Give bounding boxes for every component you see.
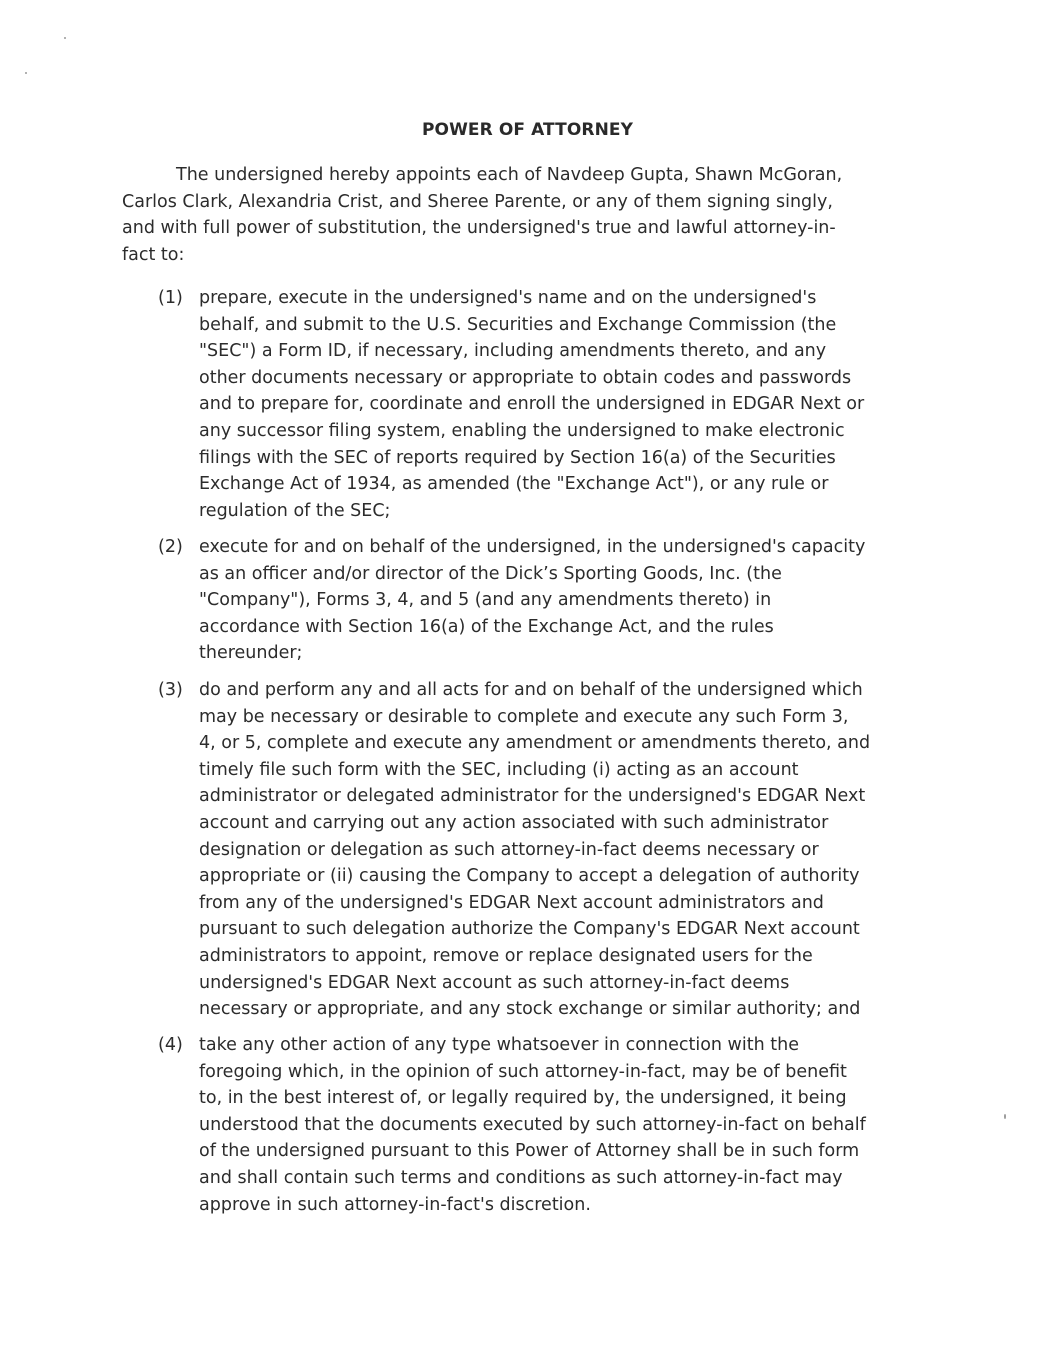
item-line: necessary or appropriate, and any stock exchange or similar authority; and <box>199 999 861 1020</box>
item-line: administrators to appoint, remove or replace designated users for the <box>199 945 813 966</box>
item-number: (1) <box>158 288 183 308</box>
item-line: filings with the SEC of reports required by Section 16(a) of the Securities <box>199 447 836 468</box>
item-line: designation or delegation as such attorney-in-fact deems necessary or <box>199 839 819 860</box>
item-line: prepare, execute in the undersigned's name and on the undersigned's <box>199 288 817 308</box>
intro-paragraph <box>122 162 922 268</box>
item-line: other documents necessary or appropriate to obtain codes and passwords <box>199 367 852 388</box>
item-line: behalf, and submit to the U.S. Securities and Exchange Commission (the <box>199 314 837 335</box>
item-line: understood that the documents executed by such attorney-in-fact on behalf <box>199 1114 866 1135</box>
scan-speck <box>25 72 27 74</box>
item-text <box>199 285 864 524</box>
item-number: (3) <box>158 680 183 700</box>
item-line: appropriate or (ii) causing the Company to accept a delegation of authority <box>199 866 860 887</box>
item-line: of the undersigned pursuant to this Power of Attorney shall be in such form <box>199 1141 860 1162</box>
document-title: POWER OF ATTORNEY <box>421 120 634 140</box>
item-line: foregoing which, in the opinion of such attorney-in-fact, may be of benefit <box>199 1061 847 1082</box>
item-line: may be necessary or desirable to complete and execute any such Form 3, <box>199 706 849 727</box>
item-line: thereunder; <box>199 643 303 664</box>
item-line: and to prepare for, coordinate and enroll the undersigned in EDGAR Next or <box>199 394 865 415</box>
item-line: Exchange Act of 1934, as amended (the "Exchange Act"), or any rule or <box>199 474 829 495</box>
item-number: (2) <box>158 537 183 557</box>
item-number: (4) <box>158 1035 183 1055</box>
scan-speck <box>1004 1114 1006 1119</box>
item-line: any successor filing system, enabling the undersigned to make electronic <box>199 420 845 441</box>
item-line: as an officer and/or director of the Dick’s Sporting Goods, Inc. (the <box>199 563 782 584</box>
item-line: execute for and on behalf of the undersigned, in the undersigned's capacity <box>199 537 866 557</box>
item-line: to, in the best interest of, or legally required by, the undersigned, it being <box>199 1088 847 1109</box>
intro-line: and with full power of substitution, the undersigned's true and lawful attorney-in- <box>122 218 836 239</box>
intro-line: The undersigned hereby appoints each of Navdeep Gupta, Shawn McGoran, <box>176 165 843 185</box>
item-text <box>199 534 865 667</box>
item-line: account and carrying out any action associated with such administrator <box>199 812 829 833</box>
item-line: undersigned's EDGAR Next account as such attorney-in-fact deems <box>199 972 790 993</box>
item-line: timely file such form with the SEC, including (i) acting as an account <box>199 759 799 780</box>
intro-line: fact to: <box>122 244 185 265</box>
item-line: take any other action of any type whatsoever in connection with the <box>199 1035 799 1055</box>
item-text <box>199 677 870 1023</box>
item-line: regulation of the SEC; <box>199 500 391 521</box>
item-line: administrator or delegated administrator for the undersigned's EDGAR Next <box>199 786 866 807</box>
item-line: approve in such attorney-in-fact's discretion. <box>199 1194 591 1215</box>
intro-line: Carlos Clark, Alexandria Crist, and Sheree Parente, or any of them signing singly, <box>122 191 833 212</box>
item-line: "SEC") a Form ID, if necessary, including amendments thereto, and any <box>199 341 827 362</box>
item-line: pursuant to such delegation authorize the Company's EDGAR Next account <box>199 919 860 940</box>
scan-speck <box>64 37 66 39</box>
item-line: accordance with Section 16(a) of the Exchange Act, and the rules <box>199 616 774 637</box>
item-line: "Company"), Forms 3, 4, and 5 (and any amendments thereto) in <box>199 590 772 611</box>
item-line: do and perform any and all acts for and on behalf of the undersigned which <box>199 680 863 700</box>
item-line: 4, or 5, complete and execute any amendment or amendments thereto, and <box>199 733 871 754</box>
item-line: from any of the undersigned's EDGAR Next account administrators and <box>199 892 824 913</box>
item-text <box>199 1032 866 1218</box>
item-line: and shall contain such terms and conditions as such attorney-in-fact may <box>199 1167 843 1188</box>
